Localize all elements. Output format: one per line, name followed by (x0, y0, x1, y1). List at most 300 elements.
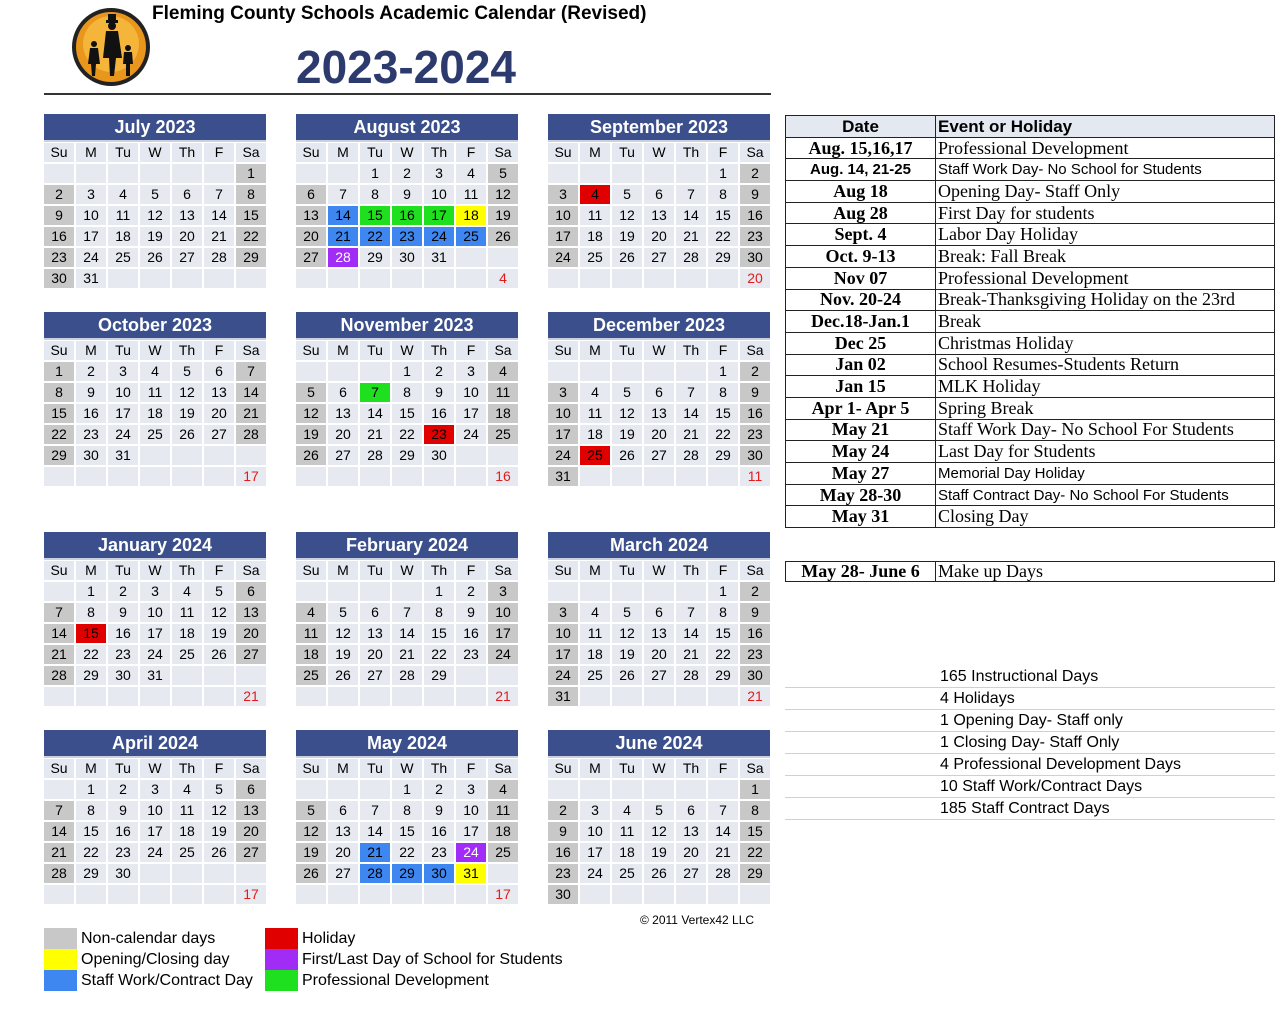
day-cell: 29 (76, 864, 106, 883)
day-cell: 16 (740, 206, 770, 225)
day-cell: 19 (296, 843, 326, 862)
day-cell: 22 (708, 425, 738, 444)
day-cell: 4 (172, 780, 202, 799)
weekday-label: M (76, 341, 106, 360)
empty-cell (456, 446, 486, 465)
day-cell: 5 (644, 801, 674, 820)
day-cell: 12 (612, 206, 642, 225)
weekday-label: W (392, 143, 422, 162)
day-cell: 31 (76, 269, 106, 288)
day-cell: 21 (392, 645, 422, 664)
day-cell: 26 (612, 446, 642, 465)
month-october-2023 (44, 312, 266, 486)
day-cell: 21 (360, 843, 390, 862)
day-cell: 5 (488, 164, 518, 183)
empty-cell (612, 164, 642, 183)
day-cell: 16 (108, 624, 138, 643)
day-cell: 20 (360, 645, 390, 664)
day-cell: 11 (580, 404, 610, 423)
day-cell: 23 (44, 248, 74, 267)
day-cell: 16 (76, 404, 106, 423)
empty-cell (580, 467, 610, 486)
empty-cell (44, 687, 74, 706)
empty-cell (676, 164, 706, 183)
day-cell: 27 (236, 645, 266, 664)
weekday-label: M (328, 561, 358, 580)
day-cell: 1 (76, 780, 106, 799)
day-cell: 24 (456, 843, 486, 862)
day-cell: 4 (140, 362, 170, 381)
day-cell: 15 (76, 624, 106, 643)
weekday-label: F (204, 759, 234, 778)
day-cell: 21 (676, 227, 706, 246)
day-cell: 18 (488, 822, 518, 841)
day-cell: 5 (296, 801, 326, 820)
day-cell: 10 (456, 383, 486, 402)
day-cell: 25 (580, 666, 610, 685)
event-row (786, 311, 1275, 333)
day-cell: 17 (140, 624, 170, 643)
event-date: Oct. 9-13 (786, 246, 936, 268)
empty-cell (172, 467, 202, 486)
weekday-label: Su (296, 759, 326, 778)
day-cell: 25 (488, 425, 518, 444)
day-cell: 25 (488, 843, 518, 862)
legend-swatch (265, 970, 298, 991)
weekday-label: F (708, 561, 738, 580)
day-cell: 12 (140, 206, 170, 225)
event-description: Staff Work Day- No School For Students (936, 419, 1275, 441)
weekday-label: Sa (236, 561, 266, 580)
day-cell: 30 (392, 248, 422, 267)
empty-cell (424, 269, 454, 288)
empty-cell (140, 467, 170, 486)
empty-cell (108, 269, 138, 288)
month-title: August 2023 (296, 114, 518, 142)
day-cell: 12 (644, 822, 674, 841)
day-cell: 20 (204, 404, 234, 423)
weekday-label: Th (424, 561, 454, 580)
instructional-day-count: 21 (236, 687, 266, 706)
day-cell: 14 (360, 404, 390, 423)
weekday-label: Th (676, 143, 706, 162)
day-cell: 25 (580, 248, 610, 267)
day-cell: 1 (44, 362, 74, 381)
day-cell: 8 (236, 185, 266, 204)
weekday-label: F (456, 561, 486, 580)
empty-cell (44, 164, 74, 183)
event-row (786, 463, 1275, 485)
day-cell: 24 (548, 666, 578, 685)
day-cell: 18 (580, 425, 610, 444)
weekday-label: Sa (740, 341, 770, 360)
day-cell: 14 (676, 206, 706, 225)
empty-cell (204, 864, 234, 883)
weekday-label: Sa (236, 759, 266, 778)
day-cell: 24 (488, 645, 518, 664)
events-event-header: Event or Holiday (936, 116, 1275, 138)
day-cell: 1 (708, 362, 738, 381)
day-cell: 14 (392, 624, 422, 643)
day-cell: 19 (172, 404, 202, 423)
event-description: Break: Fall Break (936, 246, 1275, 268)
day-cell: 21 (44, 645, 74, 664)
day-cell: 3 (580, 801, 610, 820)
day-cell: 29 (392, 864, 422, 883)
day-cell: 8 (44, 383, 74, 402)
weekday-label: Su (44, 341, 74, 360)
day-cell: 2 (456, 582, 486, 601)
day-cell: 13 (676, 822, 706, 841)
day-cell: 8 (76, 603, 106, 622)
empty-cell (644, 467, 674, 486)
day-cell: 5 (612, 603, 642, 622)
event-date: Nov. 20-24 (786, 289, 936, 311)
day-cell: 29 (44, 446, 74, 465)
day-cell: 15 (392, 822, 422, 841)
day-cell: 23 (424, 425, 454, 444)
day-cell: 13 (172, 206, 202, 225)
empty-cell (644, 269, 674, 288)
empty-cell (708, 269, 738, 288)
month-title: April 2024 (44, 730, 266, 758)
day-cell: 6 (644, 603, 674, 622)
day-cell: 1 (708, 582, 738, 601)
day-cell: 1 (424, 582, 454, 601)
day-cell: 26 (296, 864, 326, 883)
day-cell: 17 (140, 822, 170, 841)
day-cell: 29 (360, 248, 390, 267)
weekday-label: Tu (108, 341, 138, 360)
event-description: Professional Development (936, 137, 1275, 159)
empty-cell (676, 467, 706, 486)
empty-cell (580, 164, 610, 183)
day-totals (785, 666, 1275, 820)
event-row (786, 376, 1275, 398)
empty-cell (296, 362, 326, 381)
empty-cell (360, 269, 390, 288)
weekday-label: W (392, 341, 422, 360)
total-item: 185 Staff Contract Days (785, 798, 1275, 820)
day-cell: 8 (392, 383, 422, 402)
empty-cell (612, 687, 642, 706)
day-cell: 19 (612, 645, 642, 664)
empty-cell (612, 780, 642, 799)
day-cell: 24 (548, 248, 578, 267)
event-date: May 27 (786, 463, 936, 485)
day-cell: 10 (108, 383, 138, 402)
weekday-label: Tu (360, 143, 390, 162)
day-cell: 2 (76, 362, 106, 381)
day-cell: 3 (424, 164, 454, 183)
day-cell: 2 (44, 185, 74, 204)
event-row (786, 484, 1275, 506)
day-cell: 25 (580, 446, 610, 465)
weekday-label: M (328, 759, 358, 778)
day-cell: 6 (328, 801, 358, 820)
day-cell: 22 (708, 227, 738, 246)
month-title: July 2023 (44, 114, 266, 142)
event-date: Jan 15 (786, 376, 936, 398)
day-cell: 12 (296, 404, 326, 423)
legend-swatch (265, 949, 298, 970)
month-days-grid (44, 341, 266, 486)
empty-cell (328, 582, 358, 601)
weekday-label: W (140, 143, 170, 162)
empty-cell (708, 885, 738, 904)
legend-label: Professional Development (302, 972, 489, 989)
weekday-label: F (204, 561, 234, 580)
day-cell: 6 (236, 582, 266, 601)
day-cell: 11 (488, 383, 518, 402)
empty-cell (44, 885, 74, 904)
day-cell: 24 (108, 425, 138, 444)
day-cell: 11 (456, 185, 486, 204)
day-cell: 7 (676, 603, 706, 622)
day-cell: 20 (644, 645, 674, 664)
day-cell: 18 (172, 624, 202, 643)
empty-cell (644, 362, 674, 381)
event-description: Labor Day Holiday (936, 224, 1275, 246)
empty-cell (548, 780, 578, 799)
day-cell: 9 (108, 603, 138, 622)
empty-cell (644, 885, 674, 904)
day-cell: 11 (296, 624, 326, 643)
empty-cell (76, 885, 106, 904)
event-date: May 28-30 (786, 484, 936, 506)
weekday-label: Th (676, 561, 706, 580)
day-cell: 7 (236, 362, 266, 381)
empty-cell (488, 248, 518, 267)
day-cell: 16 (424, 404, 454, 423)
school-logo (70, 6, 152, 88)
day-cell: 27 (296, 248, 326, 267)
day-cell: 13 (236, 801, 266, 820)
makeup-row (786, 562, 1275, 582)
day-cell: 1 (236, 164, 266, 183)
weekday-label: F (708, 143, 738, 162)
day-cell: 7 (392, 603, 422, 622)
event-description: Closing Day (936, 506, 1275, 528)
weekday-label: Su (296, 561, 326, 580)
day-cell: 10 (140, 801, 170, 820)
day-cell: 27 (172, 248, 202, 267)
day-cell: 22 (236, 227, 266, 246)
month-days-grid (44, 143, 266, 288)
legend-label: Holiday (302, 930, 356, 947)
day-cell: 22 (392, 843, 422, 862)
weekday-label: Su (548, 341, 578, 360)
empty-cell (644, 164, 674, 183)
day-cell: 26 (296, 446, 326, 465)
title-divider (44, 93, 771, 95)
day-cell: 18 (296, 645, 326, 664)
month-days-grid (296, 759, 518, 904)
weekday-label: Th (172, 341, 202, 360)
day-cell: 2 (740, 582, 770, 601)
day-cell: 15 (392, 404, 422, 423)
empty-cell (676, 582, 706, 601)
day-cell: 8 (392, 801, 422, 820)
month-title: March 2024 (548, 532, 770, 560)
day-cell: 5 (172, 362, 202, 381)
weekday-label: Su (44, 759, 74, 778)
day-cell: 10 (140, 603, 170, 622)
day-cell: 6 (204, 362, 234, 381)
day-cell: 9 (108, 801, 138, 820)
event-description: Staff Work Day- No School for Students (936, 159, 1275, 181)
weekday-label: Sa (236, 341, 266, 360)
day-cell: 7 (708, 801, 738, 820)
day-cell: 12 (204, 801, 234, 820)
legend-swatch (44, 949, 77, 970)
day-cell: 27 (328, 864, 358, 883)
day-cell: 25 (140, 425, 170, 444)
weekday-label: Su (296, 143, 326, 162)
day-cell: 27 (644, 248, 674, 267)
empty-cell (140, 864, 170, 883)
day-cell: 28 (328, 248, 358, 267)
day-cell: 29 (708, 666, 738, 685)
empty-cell (580, 362, 610, 381)
weekday-label: W (644, 561, 674, 580)
weekday-label: Tu (108, 143, 138, 162)
makeup-date: May 28- June 6 (786, 562, 936, 582)
day-cell: 14 (360, 822, 390, 841)
day-cell: 19 (644, 843, 674, 862)
day-cell: 12 (488, 185, 518, 204)
day-cell: 3 (548, 185, 578, 204)
day-cell: 7 (44, 603, 74, 622)
month-december-2023 (548, 312, 770, 486)
day-cell: 12 (172, 383, 202, 402)
empty-cell (676, 885, 706, 904)
day-cell: 20 (644, 425, 674, 444)
event-date: Dec 25 (786, 332, 936, 354)
day-cell: 5 (204, 780, 234, 799)
weekday-label: Su (296, 341, 326, 360)
empty-cell (488, 446, 518, 465)
instructional-day-count: 17 (236, 885, 266, 904)
day-cell: 9 (424, 383, 454, 402)
month-days-grid (548, 561, 770, 706)
event-row (786, 224, 1275, 246)
day-cell: 19 (296, 425, 326, 444)
day-cell: 9 (456, 603, 486, 622)
day-cell: 4 (296, 603, 326, 622)
empty-cell (548, 582, 578, 601)
empty-cell (580, 885, 610, 904)
empty-cell (740, 885, 770, 904)
weekday-label: M (580, 561, 610, 580)
day-cell: 28 (44, 864, 74, 883)
instructional-day-count: 21 (740, 687, 770, 706)
weekday-label: F (456, 759, 486, 778)
day-cell: 11 (172, 603, 202, 622)
event-row (786, 246, 1275, 268)
weekday-label: Tu (360, 561, 390, 580)
day-cell: 23 (740, 645, 770, 664)
day-cell: 25 (612, 864, 642, 883)
day-cell: 22 (424, 645, 454, 664)
day-cell: 8 (708, 185, 738, 204)
day-cell: 13 (328, 404, 358, 423)
day-cell: 16 (44, 227, 74, 246)
day-cell: 3 (108, 362, 138, 381)
event-date: Dec.18-Jan.1 (786, 311, 936, 333)
event-date: May 21 (786, 419, 936, 441)
day-cell: 10 (456, 801, 486, 820)
day-cell: 21 (204, 227, 234, 246)
day-cell: 9 (44, 206, 74, 225)
day-cell: 22 (740, 843, 770, 862)
day-cell: 3 (456, 362, 486, 381)
day-cell: 17 (548, 645, 578, 664)
day-cell: 25 (172, 645, 202, 664)
empty-cell (204, 885, 234, 904)
day-cell: 31 (456, 864, 486, 883)
day-cell: 5 (204, 582, 234, 601)
month-september-2023 (548, 114, 770, 288)
day-cell: 22 (44, 425, 74, 444)
day-cell: 10 (424, 185, 454, 204)
event-description: Christmas Holiday (936, 332, 1275, 354)
day-cell: 11 (140, 383, 170, 402)
weekday-label: Sa (488, 561, 518, 580)
empty-cell (708, 467, 738, 486)
month-title: January 2024 (44, 532, 266, 560)
day-cell: 18 (456, 206, 486, 225)
day-cell: 26 (140, 248, 170, 267)
day-cell: 27 (360, 666, 390, 685)
day-cell: 27 (328, 446, 358, 465)
event-row (786, 267, 1275, 289)
day-cell: 18 (108, 227, 138, 246)
empty-cell (676, 780, 706, 799)
empty-cell (360, 582, 390, 601)
day-cell: 8 (360, 185, 390, 204)
day-cell: 16 (108, 822, 138, 841)
day-cell: 2 (108, 582, 138, 601)
day-cell: 30 (76, 446, 106, 465)
day-cell: 1 (392, 362, 422, 381)
day-cell: 22 (392, 425, 422, 444)
day-cell: 30 (424, 864, 454, 883)
day-cell: 9 (424, 801, 454, 820)
month-august-2023 (296, 114, 518, 288)
day-cell: 10 (580, 822, 610, 841)
day-cell: 30 (108, 864, 138, 883)
day-cell: 21 (236, 404, 266, 423)
day-cell: 7 (676, 383, 706, 402)
empty-cell (580, 780, 610, 799)
day-cell: 3 (140, 780, 170, 799)
total-item: 1 Opening Day- Staff only (785, 710, 1275, 732)
month-title: May 2024 (296, 730, 518, 758)
day-cell: 6 (328, 383, 358, 402)
day-cell: 14 (44, 822, 74, 841)
empty-cell (236, 864, 266, 883)
day-cell: 20 (676, 843, 706, 862)
day-cell: 8 (708, 603, 738, 622)
empty-cell (488, 666, 518, 685)
day-cell: 14 (676, 624, 706, 643)
day-cell: 15 (44, 404, 74, 423)
day-cell: 16 (548, 843, 578, 862)
day-cell: 24 (580, 864, 610, 883)
instructional-day-count: 20 (740, 269, 770, 288)
empty-cell (172, 164, 202, 183)
